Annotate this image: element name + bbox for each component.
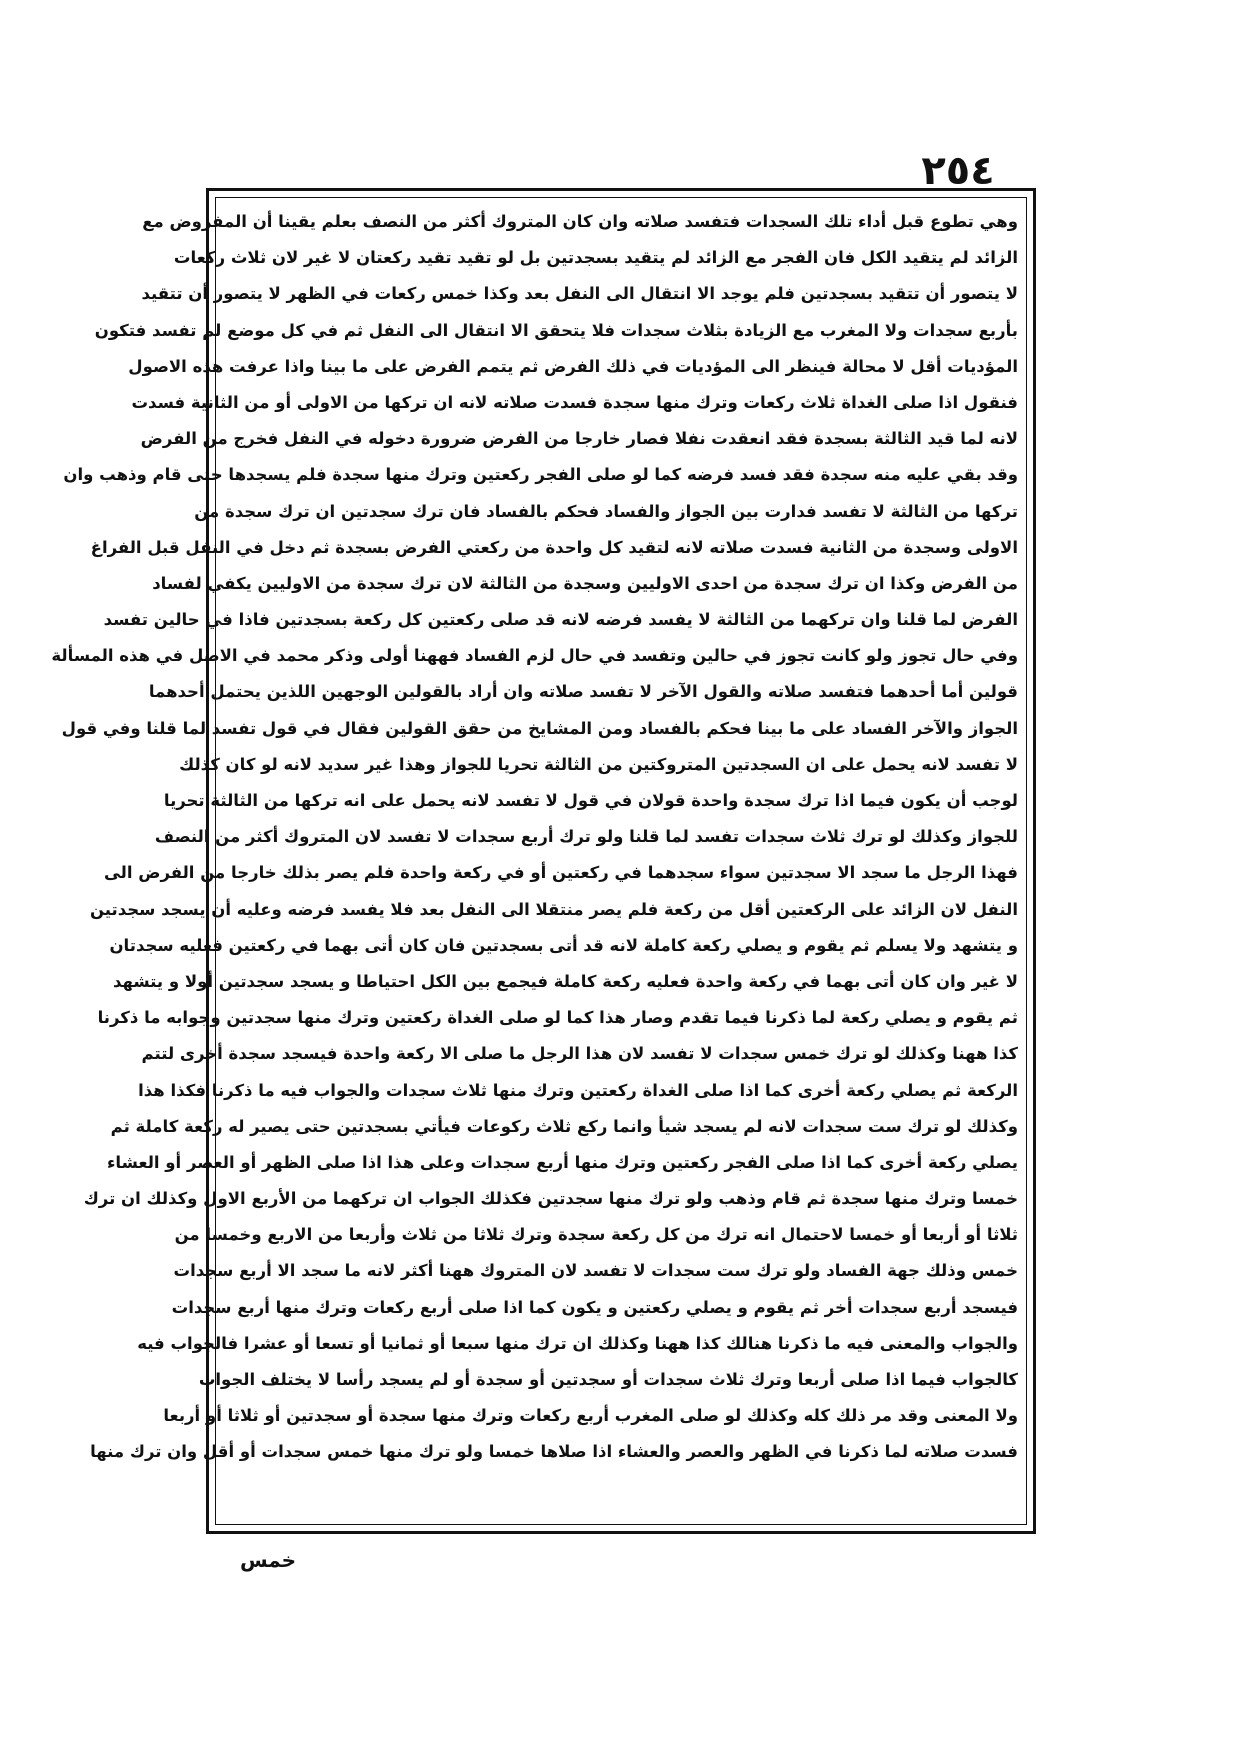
text-frame-inner-border xyxy=(51,197,1027,1525)
text-line: فيسجد أربع سجدات أخر ثم يقوم و يصلي ركعتين و يكون كما اذا صلى أربع ركعات وترك منها أربع سجدات xyxy=(171,1297,1018,1317)
text-line: يصلي ركعة أخرى كما اذا صلى الفجر ركعتين وترك منها أربع سجدات وعلى هذا اذا صلى الظهر أو العصر أو العشاء xyxy=(106,1152,1018,1172)
text-line: قولين أما أحدهما فتفسد صلاته والقول الآخر لا تفسد صلاته وان أراد بالقولين الوجهين اللذين يحتمل أحدهما xyxy=(148,682,1018,702)
text-line: الجواز والآخر الفساد على ما بينا فحكم بالفساد ومن المشايخ من حقق القولين فقال في قول تفسد لما قلنا وفي قول xyxy=(61,718,1018,738)
page-number: ٢٥٤ xyxy=(921,148,995,194)
text-line: ولا المعنى وقد مر ذلك كله وكذلك لو صلى المغرب أربع ركعات وترك منها سجدة أو سجدتين أو ثلاثا أو أربعا xyxy=(163,1406,1018,1426)
text-line: لانه لما قيد الثالثة بسجدة فقد انعقدت نفلا فصار خارجا من الفرض ضرورة دخوله في النفل فخرج من الفرض xyxy=(140,429,1018,449)
text-line: خمس وذلك جهة الفساد ولو ترك ست سجدات لا تفسد لان المتروك ههنا أكثر لانه ما سجد الا أربع سجدات xyxy=(173,1261,1018,1281)
text-line: للجواز وكذلك لو ترك ثلاث سجدات تفسد لما قلنا ولو ترك أربع سجدات لا تفسد لان المتروك أكثر من النصف xyxy=(154,827,1018,847)
text-line: و يتشهد ولا يسلم ثم يقوم و يصلي ركعة كاملة لانه قد أتى بسجدتين فان كان أتى بهما في ركعتين فعليه سجدتان xyxy=(109,935,1018,955)
text-line: ثم يقوم و يصلي ركعة لما ذكرنا فيما تقدم وصار هذا كما لو صلى الغداة ركعتين وترك منها سجدتين وجوابه ما ذكرنا xyxy=(97,1008,1018,1028)
text-line: لا غير وان كان أتى بهما في ركعة واحدة فعليه ركعة كاملة فيجمع بين الكل احتياطا و يسجد سجدتين أولا و يتشهد xyxy=(112,971,1018,991)
text-line: الاولى وسجدة من الثانية فسدت صلاته لانه لتقيد كل واحدة من ركعتي الفرض بسجدة ثم دخل في النفل قبل الفراغ xyxy=(90,537,1018,557)
text-line: وهي تطوع قبل أداء تلك السجدات فتفسد صلاته وان كان المتروك أكثر من النصف بعلم يقينا أن المفروض مع xyxy=(142,212,1018,231)
text-line: وفي حال تجوز ولو كانت تجوز في حالين وتفسد في حال لزم الفساد فههنا أولى وذكر محمد في الاصل في هذه المسألة xyxy=(51,646,1018,666)
text-line: خمسا وترك منها سجدة ثم قام وذهب ولو ترك منها سجدتين فكذلك الجواب ان تركهما من الأربع الاول وكذلك ان ترك xyxy=(83,1189,1018,1209)
text-line: والجواب والمعنى فيه ما ذكرنا هنالك كذا ههنا وكذلك ان ترك منها سبعا أو ثمانيا أو تسعا أو عشرا فالجواب فيه xyxy=(137,1333,1018,1353)
text-line: وكذلك لو ترك ست سجدات لانه لم يسجد شيأ وانما ركع ثلاث ركوعات فيأتي بسجدتين حتى يصير له ركعة كاملة ثم xyxy=(110,1116,1018,1136)
text-line: الزائد لم يتقيد الكل فان الفجر مع الزائد لم يتقيد بسجدتين بل لو تقيد تقيد ركعتان لا غير لان ثلاث ركعات xyxy=(173,248,1018,268)
text-line: لا تفسد لانه يحمل على ان السجدتين المتروكتين من الثالثة تحريا للجواز وهذا غير سديد لانه لو كان كذلك xyxy=(179,754,1018,774)
text-line: وقد بقي عليه منه سجدة فقد فسد فرضه كما لو صلى الفجر ركعتين وترك منها سجدة فلم يسجدها حتى قام وذهب وان xyxy=(63,465,1018,485)
text-line: تركها من الثالثة لا تفسد فدارت بين الجواز والفساد فحكم بالفساد فان ترك سجدتين ان ترك سجدة من xyxy=(194,501,1018,521)
text-line: من الفرض وكذا ان ترك سجدة من احدى الاوليين وسجدة من الثالثة لان ترك سجدة من الاوليين يكفي لفساد xyxy=(152,573,1018,593)
text-line: بأربع سجدات ولا المغرب مع الزيادة بثلاث سجدات فلا يتحقق الا انتقال الى النفل ثم في كل موضع لم تفسد فتكون xyxy=(94,320,1018,340)
text-line: لا يتصور أن تتقيد بسجدتين فلم يوجد الا انتقال الى النفل بعد وكذا خمس ركعات في الظهر لا يتصور أن تتقيد xyxy=(141,284,1018,304)
text-line: كذا ههنا وكذلك لو ترك خمس سجدات لا تفسد لان هذا الرجل ما صلى الا ركعة واحدة فيسجد سجدة أخرى لتتم xyxy=(141,1044,1018,1064)
text-line: المؤديات أقل لا محالة فينظر الى المؤديات في ذلك الفرض ثم يتمم الفرض على ما بينا واذا عرفت هذه الاصول xyxy=(128,356,1018,376)
text-line: كالجواب فيما اذا صلى أربعا وترك ثلاث سجدات أو سجدتين أو سجدة أو لم يسجد رأسا لا يختلف الجواب xyxy=(198,1370,1018,1389)
text-line: فسدت صلاته لما ذكرنا في الظهر والعصر والعشاء اذا صلاها خمسا ولو ترك منها خمس سجدات أو أقل وان ترك منها xyxy=(90,1442,1018,1462)
catchword: خمس xyxy=(240,1548,297,1572)
text-frame xyxy=(51,188,1036,1534)
text-line: فهذا الرجل ما سجد الا سجدتين سواء سجدهما في ركعتين أو في ركعة واحدة فلم يصر بذلك خارجا من الفرض الى xyxy=(103,863,1018,883)
text-line: النفل لان الزائد على الركعتين أقل من ركعة فلم يصر منتقلا الى النفل بعد فلا يفسد فرضه وعليه أن يسجد سجدتين xyxy=(89,899,1018,919)
text-line: الفرض لما قلنا وان تركهما من الثالثة لا يفسد فرضه لانه قد صلى ركعتين كل ركعة بسجدتين فاذا في حالين تفسد xyxy=(103,610,1018,630)
text-line: ثلاثا أو أربعا أو خمسا لاحتمال انه ترك من كل ركعة سجدة وترك ثلاثا من ثلاث وأربعا من الاربع وخمسا من xyxy=(174,1225,1018,1245)
text-line: فنقول اذا صلى الغداة ثلاث ركعات وترك منها سجدة فسدت صلاته لانه ان تركها من الاولى أو من الثانية فسدت xyxy=(131,392,1018,412)
text-line: لوجب أن يكون فيما اذا ترك سجدة واحدة قولان في قول لا تفسد لانه يحمل على انه تركها من الثالثة تحريا xyxy=(163,791,1018,810)
body-text xyxy=(51,204,1018,1518)
text-line: الركعة ثم يصلي ركعة أخرى كما اذا صلى الغداة ركعتين وترك منها ثلاث سجدات والجواب فيه ما ذكرنا فكذا هذا xyxy=(138,1080,1018,1100)
